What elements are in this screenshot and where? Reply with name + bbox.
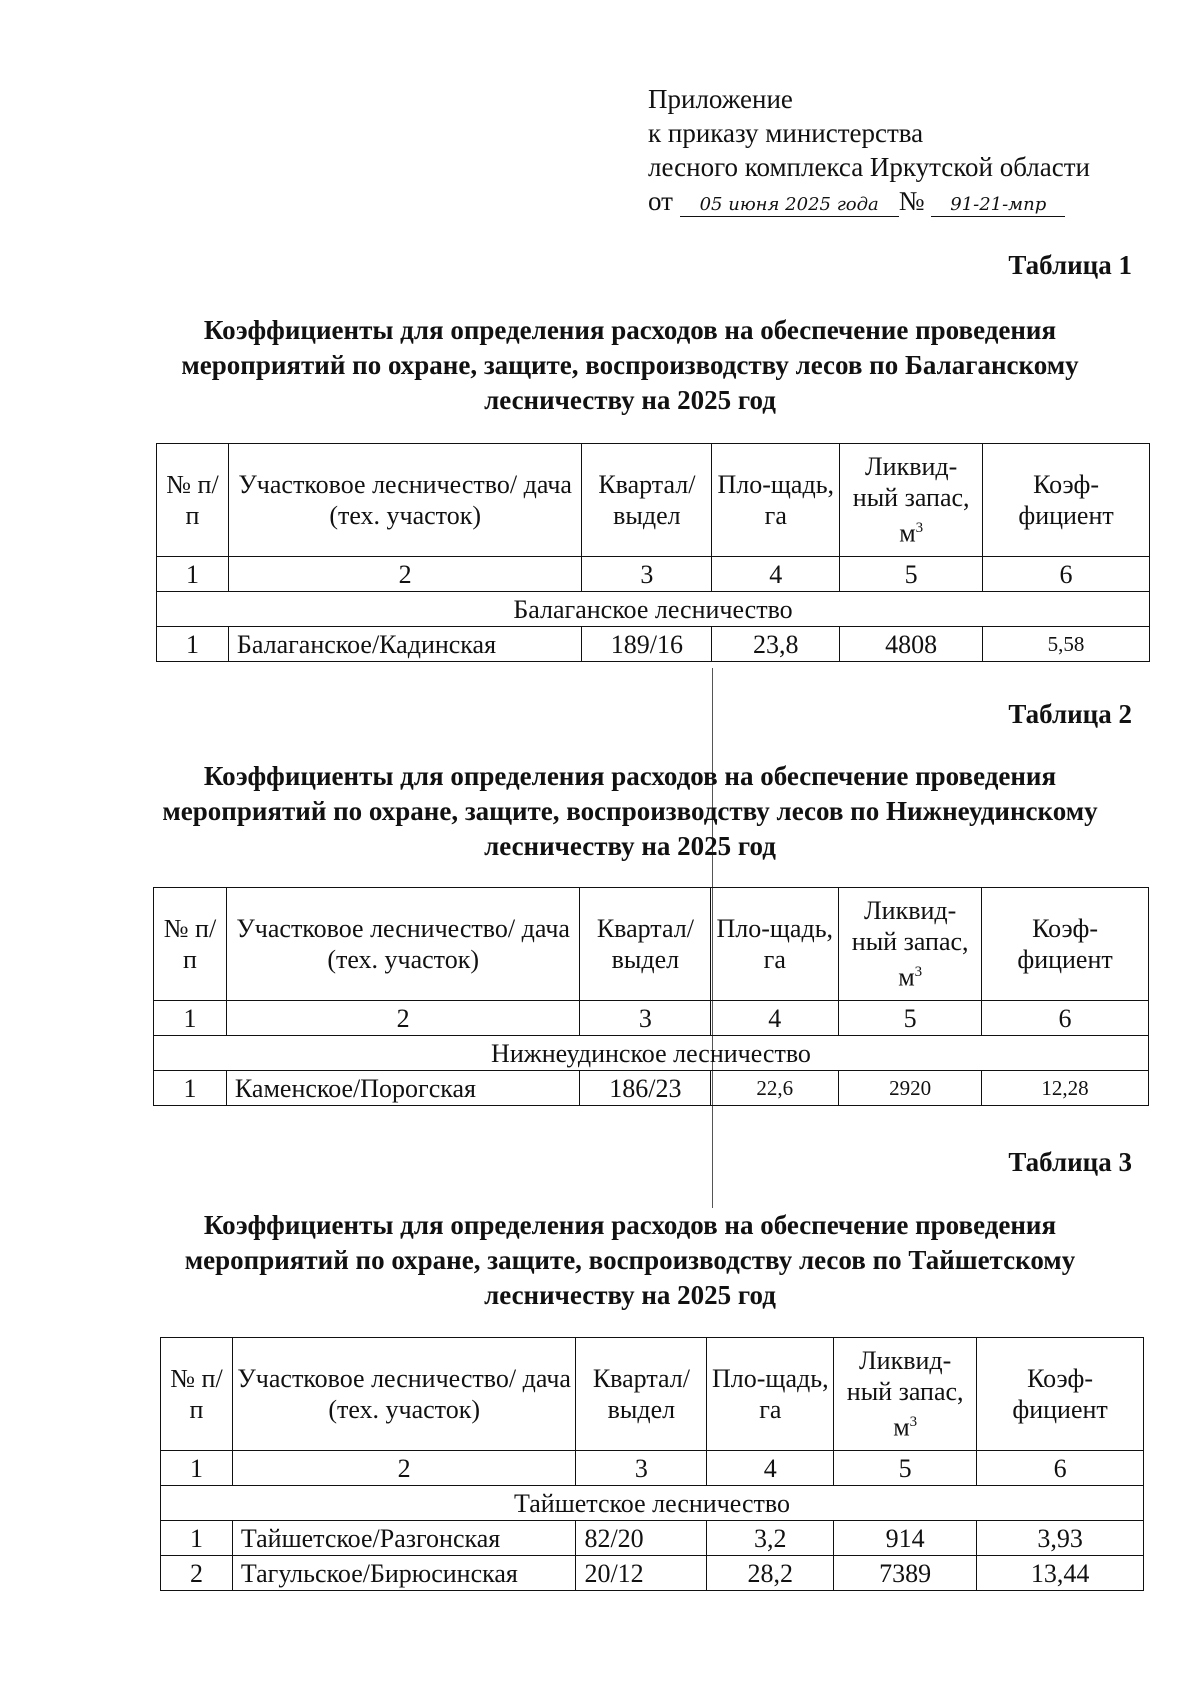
header-coef: Коэф-фициент [983, 444, 1150, 557]
header-coef: Коэф-фициент [977, 1338, 1144, 1451]
order-line [648, 184, 1090, 218]
order-number-handwritten: 91-21-мпр [931, 194, 1065, 217]
cell-area-name: Балаганское/Кадинская [228, 627, 582, 662]
cell-num: 1 [154, 1071, 227, 1106]
col-number: 6 [977, 1451, 1144, 1486]
col-number: 6 [983, 557, 1150, 592]
table-2-title: Коэффициенты для определения расходов на обеспечение проведения мероприятий по охране, защите, воспроизводству лесов по Нижнеудинскому лесничеству на 2025 год [162, 761, 1098, 861]
col-number: 3 [582, 557, 712, 592]
col-number: 1 [157, 557, 229, 592]
header-stock: Ликвид-ный запас, $м^3$ [834, 1338, 977, 1451]
header-area: Пло-щадь, га [711, 888, 839, 1001]
table-row [154, 1071, 1149, 1106]
col-number: 4 [711, 1001, 839, 1036]
table-header-row [154, 888, 1149, 1001]
header-coef: Коэф-фициент [982, 888, 1149, 1001]
appendix-block [648, 82, 1090, 218]
table-1-label: Таблица 1 [1008, 250, 1132, 280]
header-num: № п/п [154, 888, 227, 1001]
cell-area: 3,2 [707, 1521, 834, 1556]
section-title: Нижнеудинское лесничество [154, 1036, 1149, 1071]
col-number: 1 [161, 1451, 233, 1486]
appendix-line-3: лесного комплекса Иркутской области [648, 152, 1090, 182]
cell-block: 186/23 [580, 1071, 711, 1106]
header-area-name: Участковое лесничество/ дача (тех. участок) [228, 444, 582, 557]
cell-num: 1 [157, 627, 229, 662]
col-number: 5 [840, 557, 983, 592]
header-num: № п/п [157, 444, 229, 557]
cell-stock: 7389 [834, 1556, 977, 1591]
cell-area-name: Каменское/Порогская [226, 1071, 580, 1106]
cell-area: 28,2 [707, 1556, 834, 1591]
header-block: Квартал/ выдел [582, 444, 712, 557]
col-number: 4 [712, 557, 840, 592]
section-row [161, 1486, 1144, 1521]
section-title: Тайшетское лесничество [161, 1486, 1144, 1521]
cell-coef: 3,93 [977, 1521, 1144, 1556]
col-number: 5 [834, 1451, 977, 1486]
table-3-title: Коэффициенты для определения расходов на обеспечение проведения мероприятий по охране, защите, воспроизводству лесов по Тайшетскому лесничеству на 2025 год [184, 1210, 1076, 1310]
section-row [154, 1036, 1149, 1071]
header-block: Квартал/ выдел [580, 888, 711, 1001]
col-number: 2 [226, 1001, 580, 1036]
col-number: 1 [154, 1001, 227, 1036]
header-stock: Ликвид-ный запас, $м^3$ [840, 444, 983, 557]
cell-block: 189/16 [582, 627, 712, 662]
table-2-label: Таблица 2 [1008, 699, 1132, 729]
table-1-title: Коэффициенты для определения расходов на обеспечение проведения мероприятий по охране, защите, воспроизводству лесов по Балаганскому лесничеству на 2025 год [181, 315, 1079, 415]
col-number: 3 [580, 1001, 711, 1036]
header-block: Квартал/ выдел [576, 1338, 707, 1451]
col-number: 2 [228, 557, 582, 592]
table-3 [160, 1337, 1144, 1591]
col-number: 6 [982, 1001, 1149, 1036]
cell-area: 22,6 [711, 1071, 839, 1106]
from-label: от [648, 186, 673, 216]
cell-num: 1 [161, 1521, 233, 1556]
table-3-label: Таблица 3 [1008, 1147, 1132, 1177]
cell-num: 2 [161, 1556, 233, 1591]
header-area-name: Участковое лесничество/ дача (тех. участок) [232, 1338, 576, 1451]
col-number: 2 [232, 1451, 576, 1486]
cell-block: 82/20 [576, 1521, 707, 1556]
col-number: 3 [576, 1451, 707, 1486]
column-numbers-row [154, 1001, 1149, 1036]
column-numbers-row [157, 557, 1150, 592]
table-1 [156, 443, 1150, 662]
table-row [161, 1521, 1144, 1556]
header-area: Пло-щадь, га [712, 444, 840, 557]
appendix-line-2: к приказу министерства [648, 118, 924, 148]
header-stock: Ликвид-ный запас, $м^3$ [839, 888, 982, 1001]
header-area-name: Участковое лесничество/ дача (тех. участок) [226, 888, 580, 1001]
cell-area-name: Тагульское/Бирюсинская [232, 1556, 576, 1591]
number-label: № [898, 186, 925, 216]
column-numbers-row [161, 1451, 1144, 1486]
cell-coef: 12,28 [982, 1071, 1149, 1106]
table-header-row [157, 444, 1150, 557]
cell-coef: 5,58 [983, 627, 1150, 662]
table-2 [153, 887, 1149, 1106]
table-header-row [161, 1338, 1144, 1451]
cell-stock: 914 [834, 1521, 977, 1556]
table-row [161, 1556, 1144, 1591]
cell-stock: 4808 [840, 627, 983, 662]
table-row [157, 627, 1150, 662]
header-num: № п/п [161, 1338, 233, 1451]
appendix-line-1: Приложение [648, 84, 793, 114]
section-title: Балаганское лесничество [157, 592, 1150, 627]
header-area: Пло-щадь, га [707, 1338, 834, 1451]
cell-block: 20/12 [576, 1556, 707, 1591]
cell-coef: 13,44 [977, 1556, 1144, 1591]
cell-area-name: Тайшетское/Разгонская [232, 1521, 576, 1556]
section-row [157, 592, 1150, 627]
col-number: 5 [839, 1001, 982, 1036]
col-number: 4 [707, 1451, 834, 1486]
cell-area: 23,8 [712, 627, 840, 662]
cell-stock: 2920 [839, 1071, 982, 1106]
order-date-handwritten: 05 июня 2025 года [680, 194, 899, 217]
